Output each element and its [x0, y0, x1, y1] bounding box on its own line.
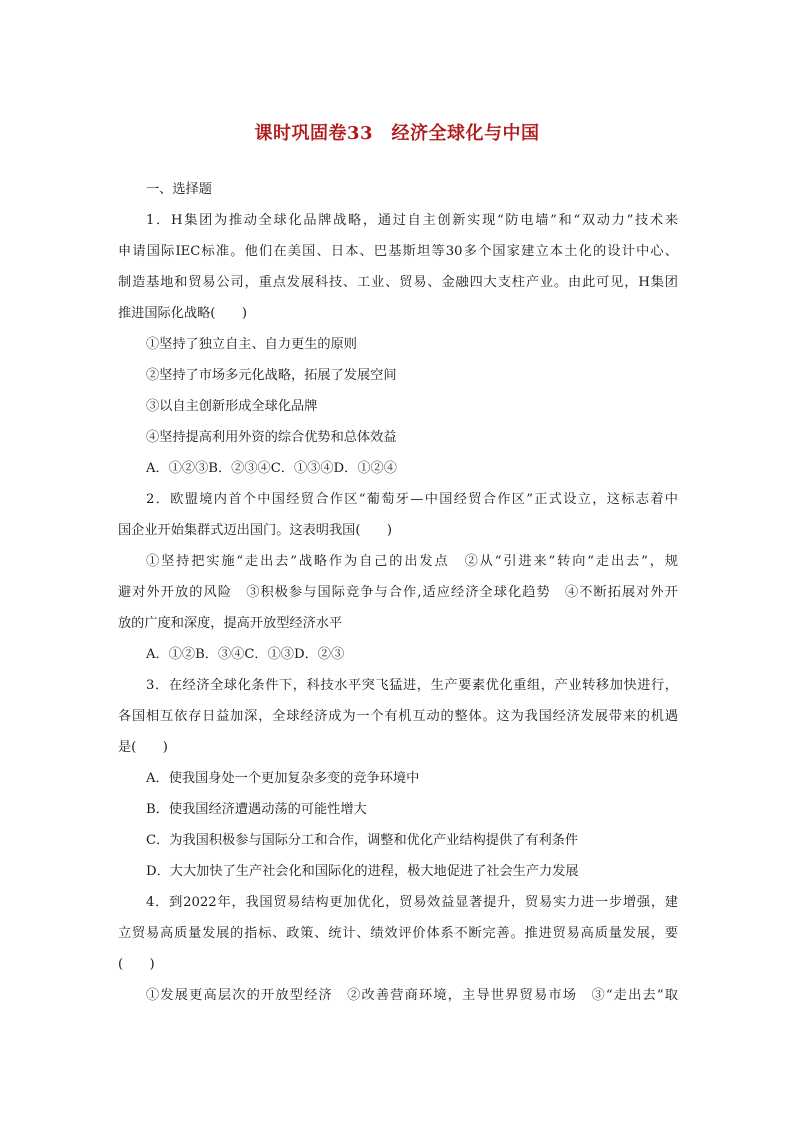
text-line: 一、选择题 [146, 182, 212, 197]
text-line: 3．在经济全球化条件下，科技水平突飞猛进，生产要素优化重组，产业转移加快进行， [146, 678, 678, 693]
text-line: ④坚持提高利用外资的综合优势和总体效益 [146, 430, 397, 445]
text-line: 避对外开放的风险 ③积极参与国际竞争与合作,适应经济全球化趋势 ④不断拓展对外开 [118, 585, 678, 600]
text-line: 各国相互依存日益加深，全球经济成为一个有机互动的整体。这为我国经济发展带来的机遇 [118, 709, 678, 724]
text-line: ①坚持把实施“走出去”战略作为自己的出发点 ②从“引进来”转向“走出去”，规 [146, 554, 678, 569]
text-line: 制造基地和贸易公司，重点发展科技、工业、贸易、金融四大支柱产业。由此可见，H集团 [118, 275, 678, 290]
text-line: 放的广度和深度，提高开放型经济水平 [118, 616, 343, 631]
text-line: C．为我国积极参与国际分工和合作，调整和优化产业结构提供了有利条件 [146, 833, 579, 848]
text-line: 1．H集团为推动全球化品牌战略，通过自主创新实现“防电墙”和“双动力”技术来 [146, 213, 678, 228]
text-line: 是( ) [118, 740, 168, 755]
document-body [118, 174, 678, 1011]
text-line: D．大大加快了生产社会化和国际化的进程，极大地促进了社会生产力发展 [146, 864, 579, 879]
text-line: A．使我国身处一个更加复杂多变的竞争环境中 [146, 771, 420, 786]
text-line: 2．欧盟境内首个中国经贸合作区“葡萄牙—中国经贸合作区”正式设立，这标志着中 [146, 492, 678, 507]
text-line: 国企业开始集群式迈出国门。这表明我国( ) [118, 523, 393, 538]
text-line: ②坚持了市场多元化战略，拓展了发展空间 [146, 368, 397, 383]
text-line: 4．到2022年，我国贸易结构更加优化，贸易效益显著提升，贸易实力进一步增强，建 [146, 895, 678, 910]
text-line: ③以自主创新形成全球化品牌 [146, 399, 318, 414]
text-line: A．①②B．③④C．①③D．②③ [146, 647, 345, 662]
text-line: ( ) [118, 957, 155, 972]
text-line: ①发展更高层次的开放型经济 ②改善营商环境，主导世界贸易市场 ③“走出去”取 [146, 988, 678, 1003]
text-line: ①坚持了独立自主、自力更生的原则 [146, 337, 357, 352]
text-line: 立贸易高质量发展的指标、政策、统计、绩效评价体系不断完善。推进贸易高质量发展，要 [118, 926, 678, 941]
page-title: 课时巩固卷33 经济全球化与中国 [254, 123, 540, 144]
text-line: A．①②③B．②③④C．①③④D．①②④ [146, 461, 397, 476]
text-line: 推进国际化战略( ) [118, 306, 247, 321]
text-line: 申请国际IEC标准。他们在美国、日本、巴基斯坦等30多个国家建立本土化的设计中心、 [118, 244, 678, 259]
text-line: B．使我国经济遭遇动荡的可能性增大 [146, 802, 367, 817]
